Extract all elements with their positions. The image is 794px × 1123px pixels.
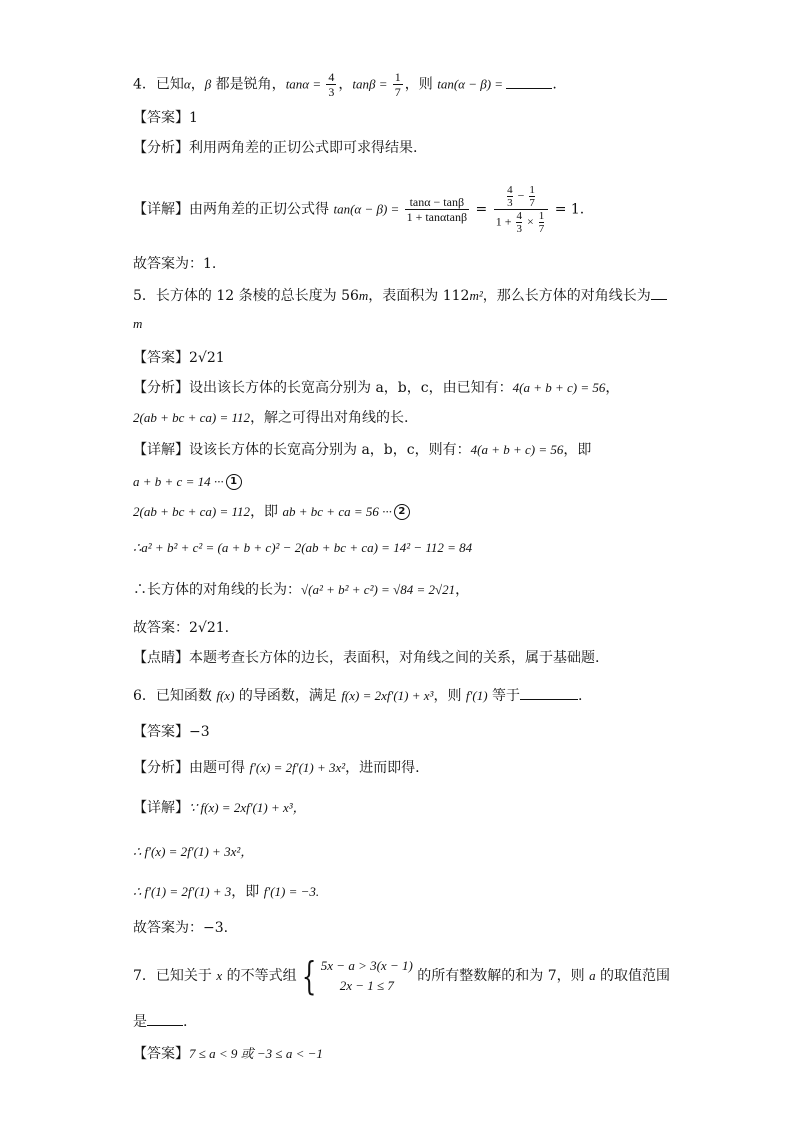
answer-value: 1 bbox=[189, 110, 198, 126]
numerator: 1 bbox=[394, 70, 401, 84]
denominator: 3 bbox=[328, 85, 335, 99]
q6-detail bbox=[133, 798, 306, 818]
answer-label: 【答案】 bbox=[133, 724, 189, 740]
q6-analysis bbox=[133, 758, 420, 778]
q6-stem-d: 等于 bbox=[487, 688, 520, 704]
q4-answer bbox=[133, 108, 198, 128]
compound-denominator bbox=[494, 210, 549, 235]
q4-stem bbox=[133, 70, 557, 99]
variable: a bbox=[589, 968, 596, 983]
q7-answer-blank[interactable] bbox=[147, 1013, 183, 1026]
q6-detail-2 bbox=[133, 842, 253, 862]
q5-stem-a: 5．长方体的 12 条棱的总长度为 56 bbox=[133, 288, 359, 304]
q6-stem bbox=[133, 686, 582, 706]
q4-target: tan(α − β) = bbox=[437, 76, 507, 92]
answer-value: −3 bbox=[189, 724, 210, 740]
q7-stem-e: 是 bbox=[133, 1014, 147, 1030]
q7-stem bbox=[133, 954, 670, 998]
comma: ， bbox=[455, 582, 470, 598]
q4-stem-prefix: 4．已知 bbox=[133, 76, 184, 93]
equation: 2(ab + bc + ca) = 112 bbox=[133, 410, 251, 425]
answer-label: 【答案】 bbox=[133, 350, 189, 366]
q4-sep: ， bbox=[338, 76, 353, 93]
variable: x bbox=[216, 968, 223, 983]
equation: 2(ab + bc + ca) = 112 bbox=[133, 504, 251, 519]
answer-value: 2√21 bbox=[189, 350, 225, 366]
detail-label: 【详解】 bbox=[133, 800, 189, 816]
q6-answer bbox=[133, 722, 210, 742]
comment-text: 本题考查长方体的边长，表面积，对角线之间的关系，属于基础题. bbox=[189, 650, 600, 666]
q4-alpha: α bbox=[183, 76, 191, 92]
q5-detail bbox=[133, 440, 591, 460]
q6-stem-c: ，则 bbox=[433, 688, 466, 704]
detail-text: ，即 bbox=[563, 442, 592, 458]
function: f(x) bbox=[216, 688, 235, 703]
q7-stem-b: 的不等式组 bbox=[222, 968, 297, 984]
q6-answer-blank[interactable] bbox=[520, 687, 578, 700]
numerator: tanα − tanβ bbox=[409, 195, 465, 209]
answer-label: 【答案】 bbox=[133, 110, 189, 126]
denominator: 7 bbox=[394, 85, 401, 99]
q7-stem-d: 的取值范围 bbox=[595, 968, 671, 984]
analysis-text: ，进而即得. bbox=[345, 760, 420, 776]
inequality: 5x − a > 3(x − 1) bbox=[320, 958, 413, 973]
comment-label: 【点睛】 bbox=[133, 650, 189, 666]
q4-tan-alpha: tanα = bbox=[285, 76, 325, 92]
unit: m bbox=[133, 316, 143, 331]
equation: ab + bc + ca = 56 ··· bbox=[282, 504, 392, 519]
detail-text: 设该长方体的长宽高分别为 a，b，c，则有： bbox=[189, 442, 471, 458]
target: f′(1) bbox=[465, 688, 488, 703]
numerator: 1 bbox=[538, 210, 545, 222]
q6-stem-a: 6．已知函数 bbox=[133, 688, 217, 704]
denominator: 7 bbox=[529, 197, 535, 209]
unit: m² bbox=[469, 288, 483, 303]
q4-stem-mid: 都是锐角， bbox=[211, 76, 286, 93]
analysis-label: 【分析】 bbox=[133, 760, 189, 776]
q5-stem bbox=[133, 286, 667, 306]
inequality: 2x − 1 ≤ 7 bbox=[339, 978, 394, 993]
q7-stem-a: 7．已知关于 bbox=[133, 968, 217, 984]
analysis-text: ，解之可得出对角线的长. bbox=[250, 410, 409, 426]
q4-stem-tail: ，则 bbox=[404, 76, 438, 93]
q5-line-diagonal bbox=[133, 580, 469, 600]
detail-result: = 1. bbox=[550, 201, 585, 218]
q7-answer bbox=[133, 1044, 323, 1064]
compound-numerator bbox=[503, 184, 539, 209]
q4-sep: ， bbox=[190, 76, 205, 93]
analysis-text: 利用两角差的正切公式即可求得结果. bbox=[189, 140, 418, 156]
q7-stem-c: 的所有整数解的和为 7，则 bbox=[412, 968, 590, 984]
q5-answer-blank[interactable] bbox=[651, 287, 667, 300]
period: . bbox=[183, 1014, 188, 1030]
numerator: 4 bbox=[507, 184, 513, 196]
q4-answer-blank[interactable] bbox=[506, 76, 552, 89]
q5-stem-b: ，表面积为 112 bbox=[368, 288, 470, 304]
period: . bbox=[552, 76, 557, 93]
q5-stem-c: ，那么长方体的对角线长为 bbox=[482, 288, 651, 304]
equation: ∵ f(x) = 2xf′(1) + x³， bbox=[189, 800, 306, 815]
connector: ，即 bbox=[250, 504, 283, 520]
analysis-label: 【分析】 bbox=[133, 140, 189, 156]
q5-line-square bbox=[133, 538, 472, 558]
q4-fraction-4-3 bbox=[326, 70, 336, 99]
q5-line-prod bbox=[133, 502, 410, 522]
denominator: 3 bbox=[507, 197, 513, 209]
equation: √(a² + b² + c²) = √84 = 2√21 bbox=[301, 582, 456, 597]
numerator: 1 bbox=[529, 184, 535, 196]
q4-detail-compound-fraction bbox=[494, 184, 549, 235]
q5-answer bbox=[133, 348, 225, 368]
q4-tan-beta: tanβ = bbox=[352, 76, 391, 92]
minus: − bbox=[514, 188, 528, 203]
q6-stem-b: 的导函数，满足 bbox=[234, 688, 342, 704]
circled-number: 1 bbox=[226, 474, 242, 490]
comma: ， bbox=[605, 380, 620, 396]
times: × bbox=[523, 214, 537, 229]
detail-label: 【详解】 bbox=[133, 442, 189, 458]
inequality-system bbox=[321, 956, 413, 996]
q6-detail-3 bbox=[133, 882, 319, 902]
q5-stem-cont bbox=[133, 314, 142, 334]
q4-analysis bbox=[133, 138, 417, 158]
equation: 4(a + b + c) = 56 bbox=[512, 380, 606, 395]
denominator: 1 + tanαtanβ bbox=[406, 210, 468, 224]
q4-final: 故答案为：1. bbox=[133, 256, 217, 272]
equation: f(x) = 2xf′(1) + x³ bbox=[341, 688, 434, 703]
detail-label: 【详解】 bbox=[133, 201, 189, 218]
one-plus: 1 + bbox=[495, 214, 515, 229]
answer-label: 【答案】 bbox=[133, 1046, 189, 1062]
q4-detail-fraction bbox=[405, 195, 469, 224]
q4-detail bbox=[133, 184, 584, 235]
q7-stem-cont bbox=[133, 1012, 187, 1032]
answer-value: 7 ≤ a < 9 或 −3 ≤ a < −1 bbox=[189, 1046, 323, 1061]
detail-lhs: tan(α − β) = bbox=[333, 201, 403, 217]
unit: m bbox=[358, 288, 369, 303]
q5-analysis-cont bbox=[133, 408, 409, 428]
numerator: 4 bbox=[328, 70, 335, 84]
equation: ∴ f′(1) = 2f′(1) + 3 bbox=[133, 884, 232, 899]
equation: 4(a + b + c) = 56 bbox=[470, 442, 564, 457]
q6-final: 故答案为：−3. bbox=[133, 920, 229, 936]
left-brace-icon: { bbox=[301, 954, 316, 998]
equation: f′(1) = −3. bbox=[263, 884, 320, 899]
equation: a + b + c = 14 ··· bbox=[133, 474, 224, 489]
q5-final: 故答案：2√21. bbox=[133, 620, 230, 636]
period: . bbox=[577, 688, 583, 704]
q5-analysis bbox=[133, 378, 619, 398]
denominator: 7 bbox=[538, 223, 545, 235]
analysis-text: 设出该长方体的长宽高分别为 a，b，c，由已知有： bbox=[189, 380, 513, 396]
equals: = bbox=[471, 201, 492, 218]
connector: ，即 bbox=[231, 884, 264, 900]
analysis-text: 由题可得 bbox=[189, 760, 250, 776]
q5-comment bbox=[133, 648, 599, 668]
equation: ∴ f′(x) = 2f′(1) + 3x²， bbox=[133, 844, 254, 859]
equation: f′(x) = 2f′(1) + 3x² bbox=[249, 760, 346, 775]
equation: ∴a² + b² + c² = (a + b + c)² − 2(ab + bc + ca) = 14² − 112 = 84 bbox=[133, 540, 473, 555]
q4-fraction-1-7 bbox=[393, 70, 403, 99]
numerator: 4 bbox=[516, 210, 522, 222]
circled-number: 2 bbox=[394, 504, 410, 520]
analysis-label: 【分析】 bbox=[133, 380, 189, 396]
q4-beta: β bbox=[204, 76, 212, 92]
detail-text: 由两角差的正切公式得 bbox=[189, 201, 334, 218]
diagonal-text: ∴长方体的对角线的长为： bbox=[133, 582, 301, 598]
q5-line-sum bbox=[133, 472, 242, 492]
denominator: 3 bbox=[516, 223, 522, 235]
